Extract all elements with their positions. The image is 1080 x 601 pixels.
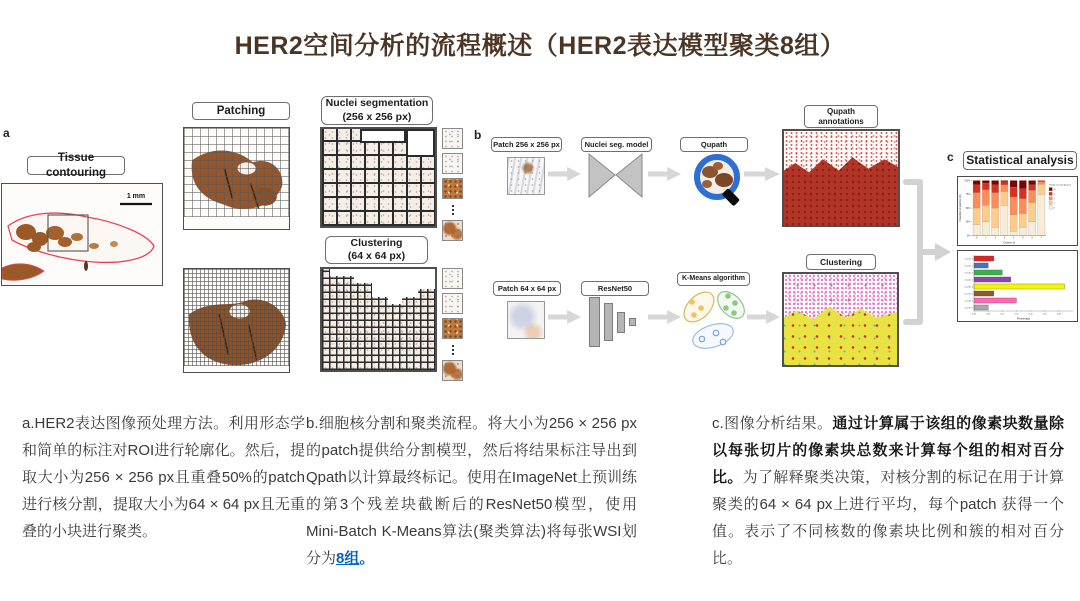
kmeans-box: K-Means algorithm bbox=[677, 272, 750, 286]
nuclei-patch-3 bbox=[442, 178, 463, 199]
svg-text:Cluster 3: Cluster 3 bbox=[964, 279, 973, 282]
merged-cell-1 bbox=[360, 129, 405, 143]
clustering-result-box: Clustering bbox=[806, 254, 876, 270]
svg-text:4: 4 bbox=[1012, 236, 1015, 240]
svg-text:Cluster 5: Cluster 5 bbox=[964, 293, 973, 296]
qupath-box: Qupath bbox=[680, 137, 748, 152]
svg-text:2: 2 bbox=[1053, 198, 1055, 201]
flow-arrow-icon bbox=[648, 167, 681, 181]
flow-arrow-icon bbox=[548, 310, 581, 324]
panel-c-label: c bbox=[947, 150, 954, 164]
svg-text:0.10: 0.10 bbox=[1000, 313, 1005, 316]
svg-text:Percentage: Percentage bbox=[1016, 317, 1031, 321]
svg-text:4+: 4+ bbox=[1053, 189, 1057, 192]
clustering-result-image bbox=[782, 272, 899, 367]
tissue-contouring-box: Tissue contouring bbox=[27, 156, 125, 175]
nuclei-seg-model-box: Nuclei seg. model bbox=[581, 137, 652, 152]
svg-text:Cluster 1: Cluster 1 bbox=[964, 265, 973, 268]
svg-text:100%: 100% bbox=[964, 179, 971, 183]
merge-bracket-arrow-icon bbox=[900, 175, 955, 330]
svg-text:3: 3 bbox=[1003, 236, 1006, 240]
resnet-layer bbox=[629, 318, 636, 326]
svg-text:Number of nuclei by patch: Number of nuclei by patch bbox=[1049, 184, 1071, 187]
clustering64-line2: (64 x 64 px) bbox=[347, 250, 406, 262]
clustering-grid-notch bbox=[322, 269, 435, 370]
caption-b-text: b.细胞核分割和聚类流程。将大小为256 × 256 px的patch提供给分割模型，然后将结果标注导出到Qpath以计算最终标记。使用在ImageNet上预训练的第3个残差块截断后的ResNet50模型，使用Mini-Batch K-Means算法(聚类算法)将每张WSI划分为 bbox=[306, 415, 637, 567]
qupath-annotations-line2: annotations bbox=[818, 116, 864, 126]
svg-text:Cluster 7: Cluster 7 bbox=[964, 307, 973, 310]
svg-text:Cluster 2: Cluster 2 bbox=[964, 272, 973, 275]
caption-c-rest: 为了解释聚类决策，对核分割的标记在用于计算聚类的64 × 64 px上进行平均，每个patch 获得一个值。表示了不同核数的像素块比例和簇的相对百分比。 bbox=[712, 469, 1064, 567]
svg-text:5: 5 bbox=[1022, 236, 1024, 240]
nuclei-patch-4 bbox=[442, 220, 463, 241]
clustering-patch-4 bbox=[442, 360, 463, 381]
cluster-percentage-chart-svg bbox=[958, 251, 1077, 321]
svg-text:0: 0 bbox=[975, 236, 978, 240]
resnet-layer bbox=[604, 303, 613, 341]
qupath-annotations-image bbox=[782, 129, 900, 227]
flow-arrow-icon bbox=[744, 167, 780, 181]
qupath-annotations-line1: Qupath bbox=[827, 106, 855, 116]
qupath-magnifier-icon bbox=[692, 152, 746, 208]
patch-256-thumbnail bbox=[507, 157, 545, 195]
caption-a bbox=[22, 410, 305, 545]
qupath-annotations-box bbox=[804, 105, 878, 128]
svg-text:Cluster 4: Cluster 4 bbox=[964, 286, 973, 289]
resnet50-box: ResNet50 bbox=[581, 281, 649, 296]
svg-text:0.05: 0.05 bbox=[986, 313, 991, 316]
page-title: HER2空间分析的流程概述（HER2表达模型聚类8组） bbox=[234, 32, 846, 60]
flow-arrow-icon bbox=[648, 310, 681, 324]
caption-b-period: 。 bbox=[359, 550, 375, 567]
caption-b bbox=[306, 410, 637, 572]
tissue-contour-drawing bbox=[2, 184, 161, 284]
resnet-layer bbox=[617, 312, 625, 333]
clustering-patch-3 bbox=[442, 318, 463, 339]
caption-c bbox=[712, 410, 1064, 572]
clustering64-box bbox=[325, 236, 428, 264]
statistical-analysis-box: Statistical analysis bbox=[963, 151, 1077, 170]
svg-text:1: 1 bbox=[1053, 203, 1055, 205]
nuclei-segmentation-box bbox=[321, 96, 433, 125]
patch-grid-overlay-64 bbox=[184, 269, 289, 366]
nuclei-segmentation-line2: (256 x 256 px) bbox=[342, 110, 412, 123]
nuclei-patch-2 bbox=[442, 153, 463, 174]
ellipsis-dots bbox=[452, 344, 454, 355]
svg-text:50%: 50% bbox=[965, 206, 971, 210]
flow-arrow-icon bbox=[548, 167, 581, 181]
nuclei-sample-patches bbox=[442, 128, 463, 241]
caption-c-bold: 通过计算属于该组的像素块数量除以每张切片的像素块总数来计算每个组的相对百分比。 bbox=[712, 415, 1064, 486]
svg-text:0.30: 0.30 bbox=[1056, 313, 1061, 316]
svg-text:Cluster id: Cluster id bbox=[1003, 240, 1015, 245]
resnet-layer bbox=[589, 297, 600, 347]
patching-image-64 bbox=[183, 268, 290, 373]
svg-text:Proportion of patches (%): Proportion of patches (%) bbox=[958, 194, 962, 222]
clustering-sample-patches bbox=[442, 268, 463, 381]
autoencoder-bowtie-icon bbox=[588, 153, 643, 198]
clustering64-line1: Clustering bbox=[350, 236, 403, 249]
kmeans-clusters-icon bbox=[678, 287, 748, 355]
clustering-patch-1 bbox=[442, 268, 463, 289]
flow-arrow-icon bbox=[747, 310, 780, 324]
svg-text:3: 3 bbox=[1053, 193, 1055, 196]
patching-box: Patching bbox=[192, 102, 290, 120]
panel-b-label: b bbox=[474, 128, 482, 142]
ellipsis-dots bbox=[452, 204, 454, 215]
svg-text:0.00: 0.00 bbox=[971, 313, 977, 316]
svg-text:0.15: 0.15 bbox=[1014, 313, 1019, 316]
stacked-bar-chart-svg bbox=[958, 177, 1077, 245]
svg-text:6: 6 bbox=[1031, 236, 1033, 240]
merged-cell-2 bbox=[406, 129, 435, 157]
patch-64-thumbnail bbox=[507, 301, 545, 339]
svg-text:Cluster 0: Cluster 0 bbox=[964, 258, 973, 261]
svg-text:0.25: 0.25 bbox=[1042, 313, 1047, 316]
clustering-grid-image bbox=[320, 267, 437, 372]
svg-text:2: 2 bbox=[994, 236, 996, 240]
svg-text:Cluster 6: Cluster 6 bbox=[964, 300, 973, 303]
nuclei-grid-image bbox=[320, 127, 437, 228]
patching-image-256 bbox=[183, 127, 290, 230]
svg-text:25%: 25% bbox=[965, 220, 971, 224]
resnet50-layers-icon bbox=[589, 296, 647, 348]
nuclei-segmentation-line1: Nuclei segmentation bbox=[325, 97, 429, 110]
svg-text:7: 7 bbox=[1040, 236, 1043, 240]
svg-text:0: 0 bbox=[1053, 207, 1055, 210]
patch-64-box: Patch 64 x 64 px bbox=[493, 281, 561, 296]
clustering-patch-2 bbox=[442, 293, 463, 314]
caption-c-prefix: c.图像分析结果。 bbox=[712, 415, 833, 432]
svg-text:0.20: 0.20 bbox=[1028, 313, 1033, 316]
caption-a-text: a.HER2表达图像预处理方法。利用形态学和简单的标注对ROI进行轮廓化。然后，提取大小为256 × 256 px且重叠50%的patch进行核分割，提取大小为64 × 64 px且无重叠的小块进行聚类。 bbox=[22, 415, 305, 540]
patch-grid-overlay-256 bbox=[184, 128, 289, 217]
svg-text:0%: 0% bbox=[966, 234, 971, 238]
panel-a-label: a bbox=[3, 126, 10, 140]
svg-text:1: 1 bbox=[985, 236, 987, 240]
patch-256-box: Patch 256 x 256 px bbox=[491, 137, 562, 152]
nuclei-patch-1 bbox=[442, 128, 463, 149]
svg-text:75%: 75% bbox=[965, 193, 971, 197]
tissue-contouring-image bbox=[1, 183, 163, 286]
caption-b-groups-link[interactable]: 8组 bbox=[336, 550, 360, 567]
stacked-bar-chart bbox=[957, 176, 1078, 246]
scale-bar-label: 1 mm bbox=[126, 193, 146, 200]
cluster-percentage-chart bbox=[957, 250, 1078, 322]
